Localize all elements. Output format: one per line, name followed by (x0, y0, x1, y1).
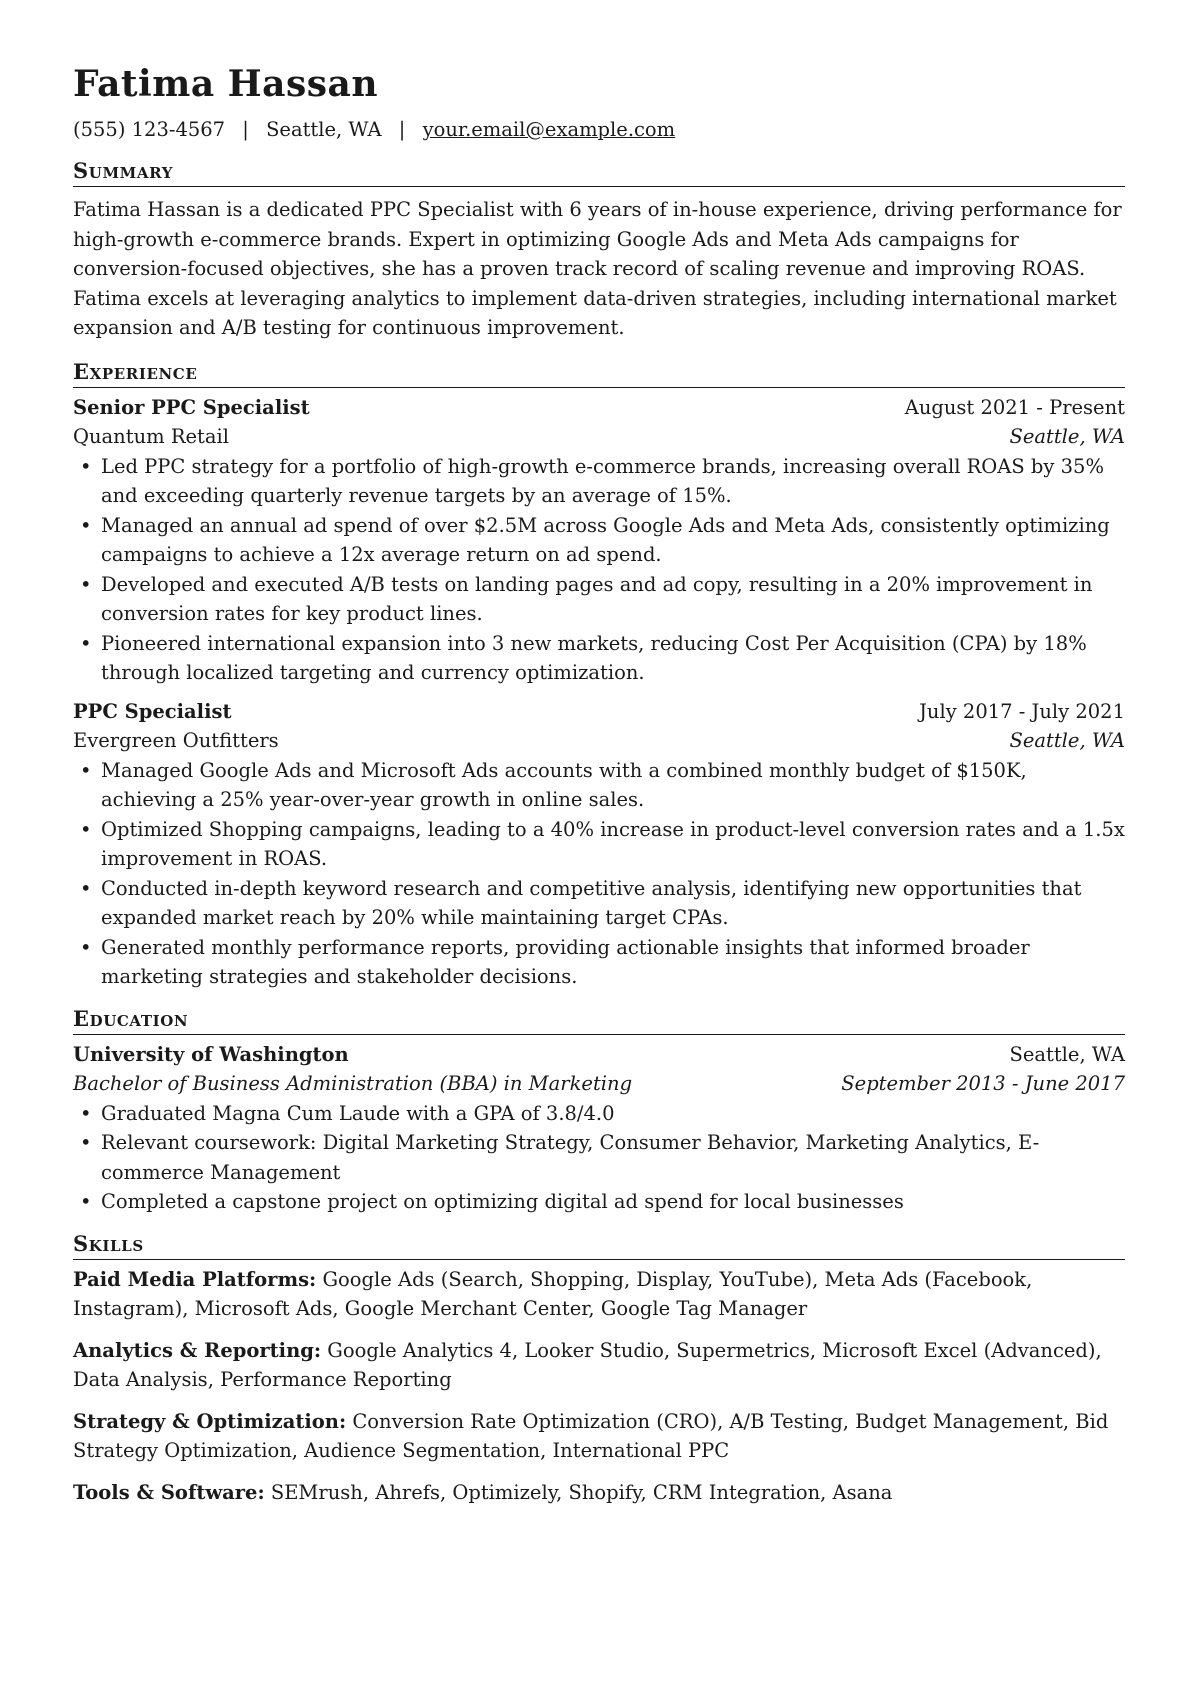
bullet-item: • Developed and executed A/B tests on landing pages and ad copy, resulting in a 20% improvement in conversion rates for key product lines. (73, 570, 1125, 629)
bullet-item: • Completed a capstone project on optimizing digital ad spend for local businesses (73, 1187, 1125, 1217)
bullet-item: • Managed Google Ads and Microsoft Ads accounts with a combined monthly budget of $150K, achieving a 25% year-over-year growth in online sales. (73, 756, 1125, 815)
job-entry (73, 393, 1125, 688)
resume-content (73, 58, 1125, 1507)
skills-heading: Skills (73, 1231, 1125, 1260)
job-entry (73, 697, 1125, 992)
skill-list: Google Analytics 4, Looker Studio, Supermetrics, Microsoft Excel (Advanced), Data Analysis, Performance Reporting (73, 1338, 1102, 1391)
contact-line (73, 116, 1125, 144)
job-role: Senior PPC Specialist (73, 395, 310, 419)
job-bullets (73, 756, 1125, 992)
summary-text: Fatima Hassan is a dedicated PPC Specialist with 6 years of in-house experience, driving performance for high-growth e-commerce brands. Expert in optimizing Google Ads and Meta Ads campaigns for conversion-focused objectives, she has a proven track record of scaling revenue and improving ROAS. Fatima excels at leveraging analytics to implement data-driven strategies, including international market expansion and A/B testing for continuous improvement. (73, 198, 1122, 339)
education-dates: September 2013 - June 2017 (841, 1072, 1125, 1095)
experience-heading: Experience (73, 359, 1125, 388)
summary-heading: Summary (73, 158, 1125, 187)
job-header (73, 393, 1125, 423)
job-location: Seattle, WA (1009, 729, 1125, 752)
education-header (73, 1040, 1125, 1070)
skill-label: Strategy & Optimization: (73, 1409, 347, 1433)
bullet-item: • Pioneered international expansion into 3 new markets, reducing Cost Per Acquisition (CPA) by 18% through localized targeting and currency optimization. (73, 629, 1125, 688)
bullet-item: • Graduated Magna Cum Laude with a GPA of 3.8/4.0 (73, 1099, 1125, 1129)
job-bullets (73, 452, 1125, 688)
job-subheader (73, 422, 1125, 452)
skill-list: Conversion Rate Optimization (CRO), A/B Testing, Budget Management, Bid Strategy Optimization, Audience Segmentation, International PPC (73, 1409, 1109, 1462)
school-location: Seattle, WA (1009, 1042, 1125, 1066)
bullet-item: • Managed an annual ad spend of over $2.5M across Google Ads and Meta Ads, consistently optimizing campaigns to achieve a 12x average return on ad spend. (73, 511, 1125, 570)
skill-list: Google Ads (Search, Shopping, Display, YouTube), Meta Ads (Facebook, Instagram), Microsoft Ads, Google Merchant Center, Google Tag Manager (73, 1267, 1033, 1320)
job-header (73, 697, 1125, 727)
email-link[interactable]: your.email@example.com (422, 118, 676, 141)
job-dates: July 2017 - July 2021 (919, 699, 1125, 723)
education-heading: Education (73, 1006, 1125, 1035)
degree: Bachelor of Business Administration (BBA) in Marketing (73, 1072, 633, 1095)
bullet-item: • Relevant coursework: Digital Marketing Strategy, Consumer Behavior, Marketing Analytics, E-commerce Management (73, 1128, 1125, 1187)
job-location: Seattle, WA (1009, 425, 1125, 448)
education-subheader (73, 1069, 1125, 1099)
education-entry (73, 1040, 1125, 1217)
skill-group (73, 1478, 1125, 1508)
job-dates: August 2021 - Present (904, 395, 1125, 419)
phone-number: (555) 123-4567 (73, 118, 226, 141)
education-bullets (73, 1099, 1125, 1217)
skill-label: Analytics & Reporting: (73, 1338, 322, 1362)
job-role: PPC Specialist (73, 699, 232, 723)
location: Seattle, WA (266, 118, 382, 141)
skill-label: Tools & Software: (73, 1480, 265, 1504)
bullet-item: • Conducted in-depth keyword research and competitive analysis, identifying new opportunities that expanded market reach by 20% while maintaining target CPAs. (73, 874, 1125, 933)
contact-separator: | (398, 118, 406, 141)
skill-list: SEMrush, Ahrefs, Optimizely, Shopify, CRM Integration, Asana (270, 1480, 893, 1504)
bullet-item: • Optimized Shopping campaigns, leading to a 40% increase in product-level conversion rates and a 1.5x improvement in ROAS. (73, 815, 1125, 874)
skill-group (73, 1265, 1125, 1324)
contact-separator: | (242, 118, 249, 141)
job-company: Quantum Retail (73, 425, 229, 448)
bullet-item: • Generated monthly performance reports, providing actionable insights that informed broader marketing strategies and stakeholder decisions. (73, 933, 1125, 992)
skill-group (73, 1407, 1125, 1466)
skill-group (73, 1336, 1125, 1395)
candidate-name: Fatima Hassan (73, 63, 379, 105)
bullet-item: • Led PPC strategy for a portfolio of high-growth e-commerce brands, increasing overall ROAS by 35% and exceeding quarterly revenue targets by an average of 15%. (73, 452, 1125, 511)
job-company: Evergreen Outfitters (73, 729, 279, 752)
school-name: University of Washington (73, 1042, 349, 1066)
skill-label: Paid Media Platforms: (73, 1267, 317, 1291)
job-subheader (73, 726, 1125, 756)
